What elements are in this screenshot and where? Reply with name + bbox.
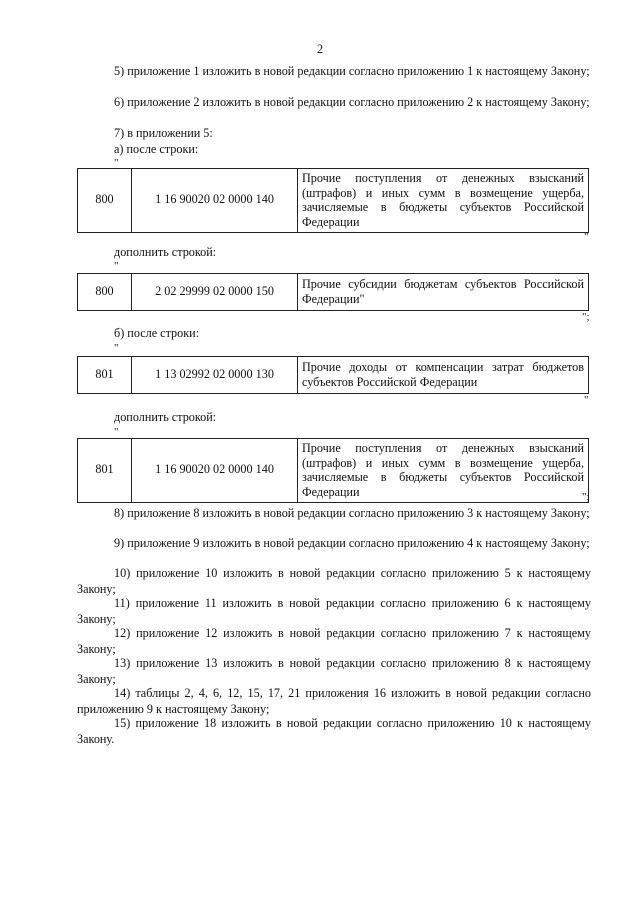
open-quote: " [114,260,119,272]
income-name-cell: Прочие доходы от компенсации затрат бюджетов субъектов Российской Федерации [298,357,589,394]
paragraph-item-12: 12) приложение 12 изложить в новой редакции согласно приложению 7 к настоящему Закону; [77,626,591,656]
open-quote: " [114,426,119,438]
paragraph-item-11: 11) приложение 11 изложить в новой редакции согласно приложению 6 к настоящему Закону; [77,596,591,626]
paragraph-item-13: 13) приложение 13 изложить в новой редакции согласно приложению 8 к настоящему Закону; [77,656,591,686]
kbk-code-cell: 2 02 29999 02 0000 150 [132,274,298,311]
kbk-code-cell: 1 13 02992 02 0000 130 [132,357,298,394]
income-name-cell: Прочие поступления от денежных взысканий (штрафов) и иных сумм в возмещение ущерба, зачисляемые в бюджеты субъектов Российской Федерации [298,169,589,233]
open-quote: " [114,342,119,354]
admin-code-cell: 801 [78,357,132,394]
kbk-code-cell: 1 16 90020 02 0000 140 [132,439,298,503]
budget-table-row [77,356,589,394]
admin-code-cell: 800 [78,274,132,311]
paragraph-item-9: 9) приложение 9 изложить в новой редакции согласно приложению 4 к настоящему Закону; [114,536,590,550]
close-quote: " [584,231,589,243]
income-name-cell: Прочие поступления от денежных взысканий (штрафов) и иных сумм в возмещение ущерба, зачисляемые в бюджеты субъектов Российской Федерации [298,439,589,503]
budget-table-row [77,168,589,233]
paragraph-item-15: 15) приложение 18 изложить в новой редакции согласно приложению 10 к настоящему Закону. [77,716,591,746]
supplement-label: дополнить строкой: [114,410,217,424]
income-name-cell: Прочие субсидии бюджетам субъектов Российской Федерации" [298,274,589,311]
admin-code-cell: 800 [78,169,132,233]
paragraph-item-14: 14) таблицы 2, 4, 6, 12, 15, 17, 21 приложения 16 изложить в новой редакции согласно приложению 9 к настоящему Закону; [77,686,591,716]
paragraph-item-10: 10) приложение 10 изложить в новой редакции согласно приложению 5 к настоящему Закону; [77,566,591,596]
kbk-code-cell: 1 16 90020 02 0000 140 [132,169,298,233]
close-quote: " [584,394,589,406]
close-quote-semicolon: "; [582,491,590,503]
supplement-label: дополнить строкой: [114,245,217,259]
paragraph-item-8: 8) приложение 8 изложить в новой редакции согласно приложению 3 к настоящему Закону; [114,506,590,520]
paragraph-item-7: 7) в приложении 5: [114,126,213,140]
paragraph-item-5: 5) приложение 1 изложить в новой редакции согласно приложению 1 к настоящему Закону; [114,64,590,78]
budget-table-row [77,438,589,503]
admin-code-cell: 801 [78,439,132,503]
close-quote-semicolon: "; [582,311,590,323]
paragraph-item-6: 6) приложение 2 изложить в новой редакции согласно приложению 2 к настоящему Закону; [114,95,590,109]
page-number: 2 [316,42,324,56]
subitem-7b: б) после строки: [114,326,200,340]
open-quote: " [114,157,119,169]
budget-table-row [77,273,589,311]
subitem-7a: а) после строки: [114,142,199,156]
